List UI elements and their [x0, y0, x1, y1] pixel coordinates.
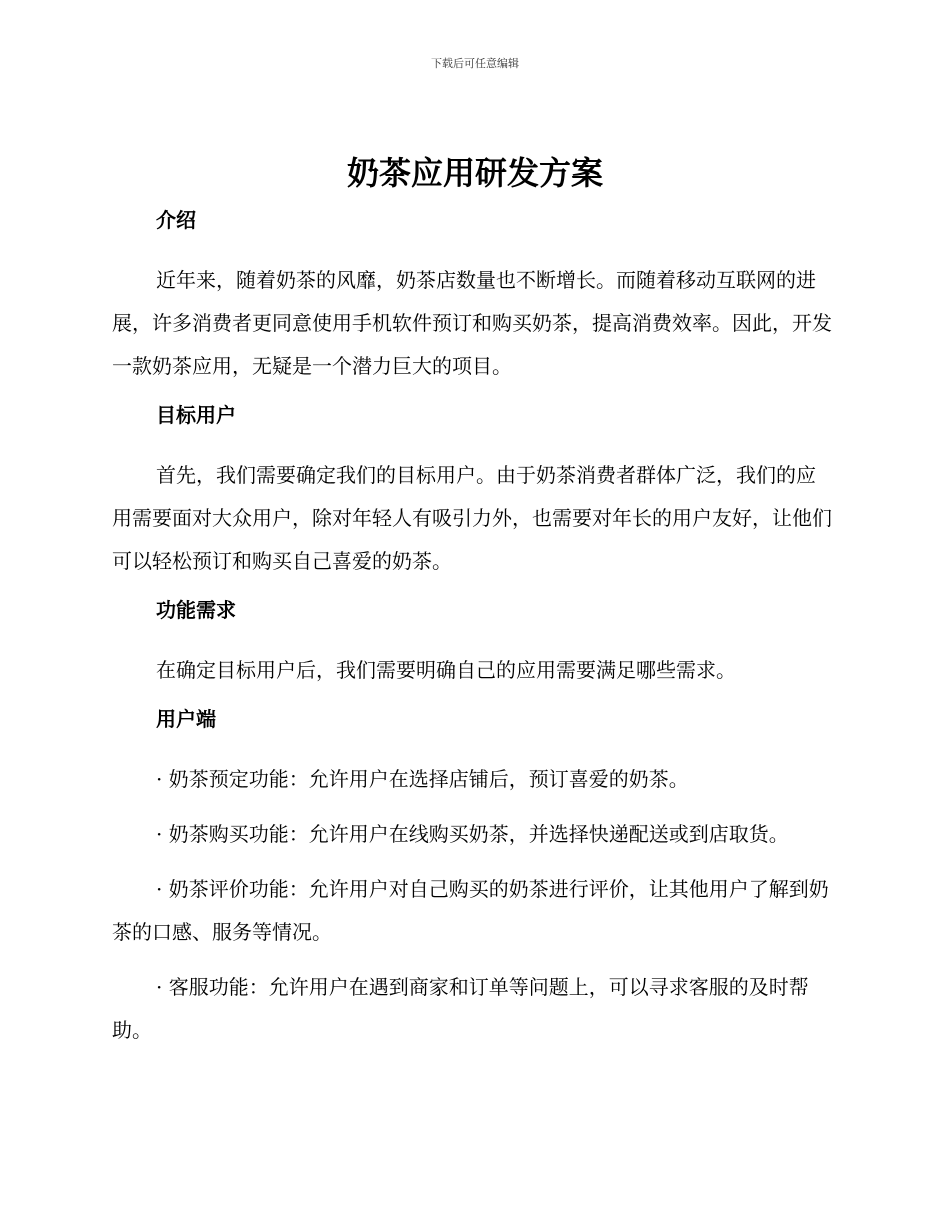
feature-item-purchase: · 奶茶购买功能：允许用户在线购买奶茶，并选择快递配送或到店取货。: [156, 822, 789, 846]
target-users-paragraph: 首先，我们需要确定我们的目标用户。由于奶茶消费者群体广泛，我们的应用需要面对大众用户，除对年轻人有吸引力外，也需要对年长的用户友好，让他们可以轻松预订和购买自己喜爱的奶茶。: [112, 463, 832, 573]
function-requirements-heading: 功能需求: [156, 598, 236, 622]
feature-item-review: · 奶茶评价功能：允许用户对自己购买的奶茶进行评价，让其他用户了解到奶茶的口感、服务等情况。: [112, 877, 829, 944]
document-body: [112, 205, 832, 1064]
feature-item-customer-service: · 客服功能：允许用户在遇到商家和订单等问题上，可以寻求客服的及时帮助。: [112, 975, 809, 1042]
intro-paragraph: 近年来，随着奶茶的风靡，奶茶店数量也不断增长。而随着移动互联网的进展，许多消费者更同意使用手机软件预订和购买奶茶，提高消费效率。因此，开发一款奶茶应用，无疑是一个潜力巨大的项目。: [112, 268, 832, 378]
header-note: 下载后可任意编辑: [431, 57, 519, 70]
feature-item-reserve: · 奶茶预定功能：允许用户在选择店铺后，预订喜爱的奶茶。: [156, 767, 689, 791]
page-title: 奶茶应用研发方案: [346, 154, 603, 192]
function-requirements-paragraph: 在确定目标用户后，我们需要明确自己的应用需要满足哪些需求。: [156, 658, 736, 682]
user-side-heading: 用户端: [156, 707, 216, 731]
target-users-heading: 目标用户: [156, 403, 236, 427]
intro-heading: 介绍: [156, 208, 196, 232]
